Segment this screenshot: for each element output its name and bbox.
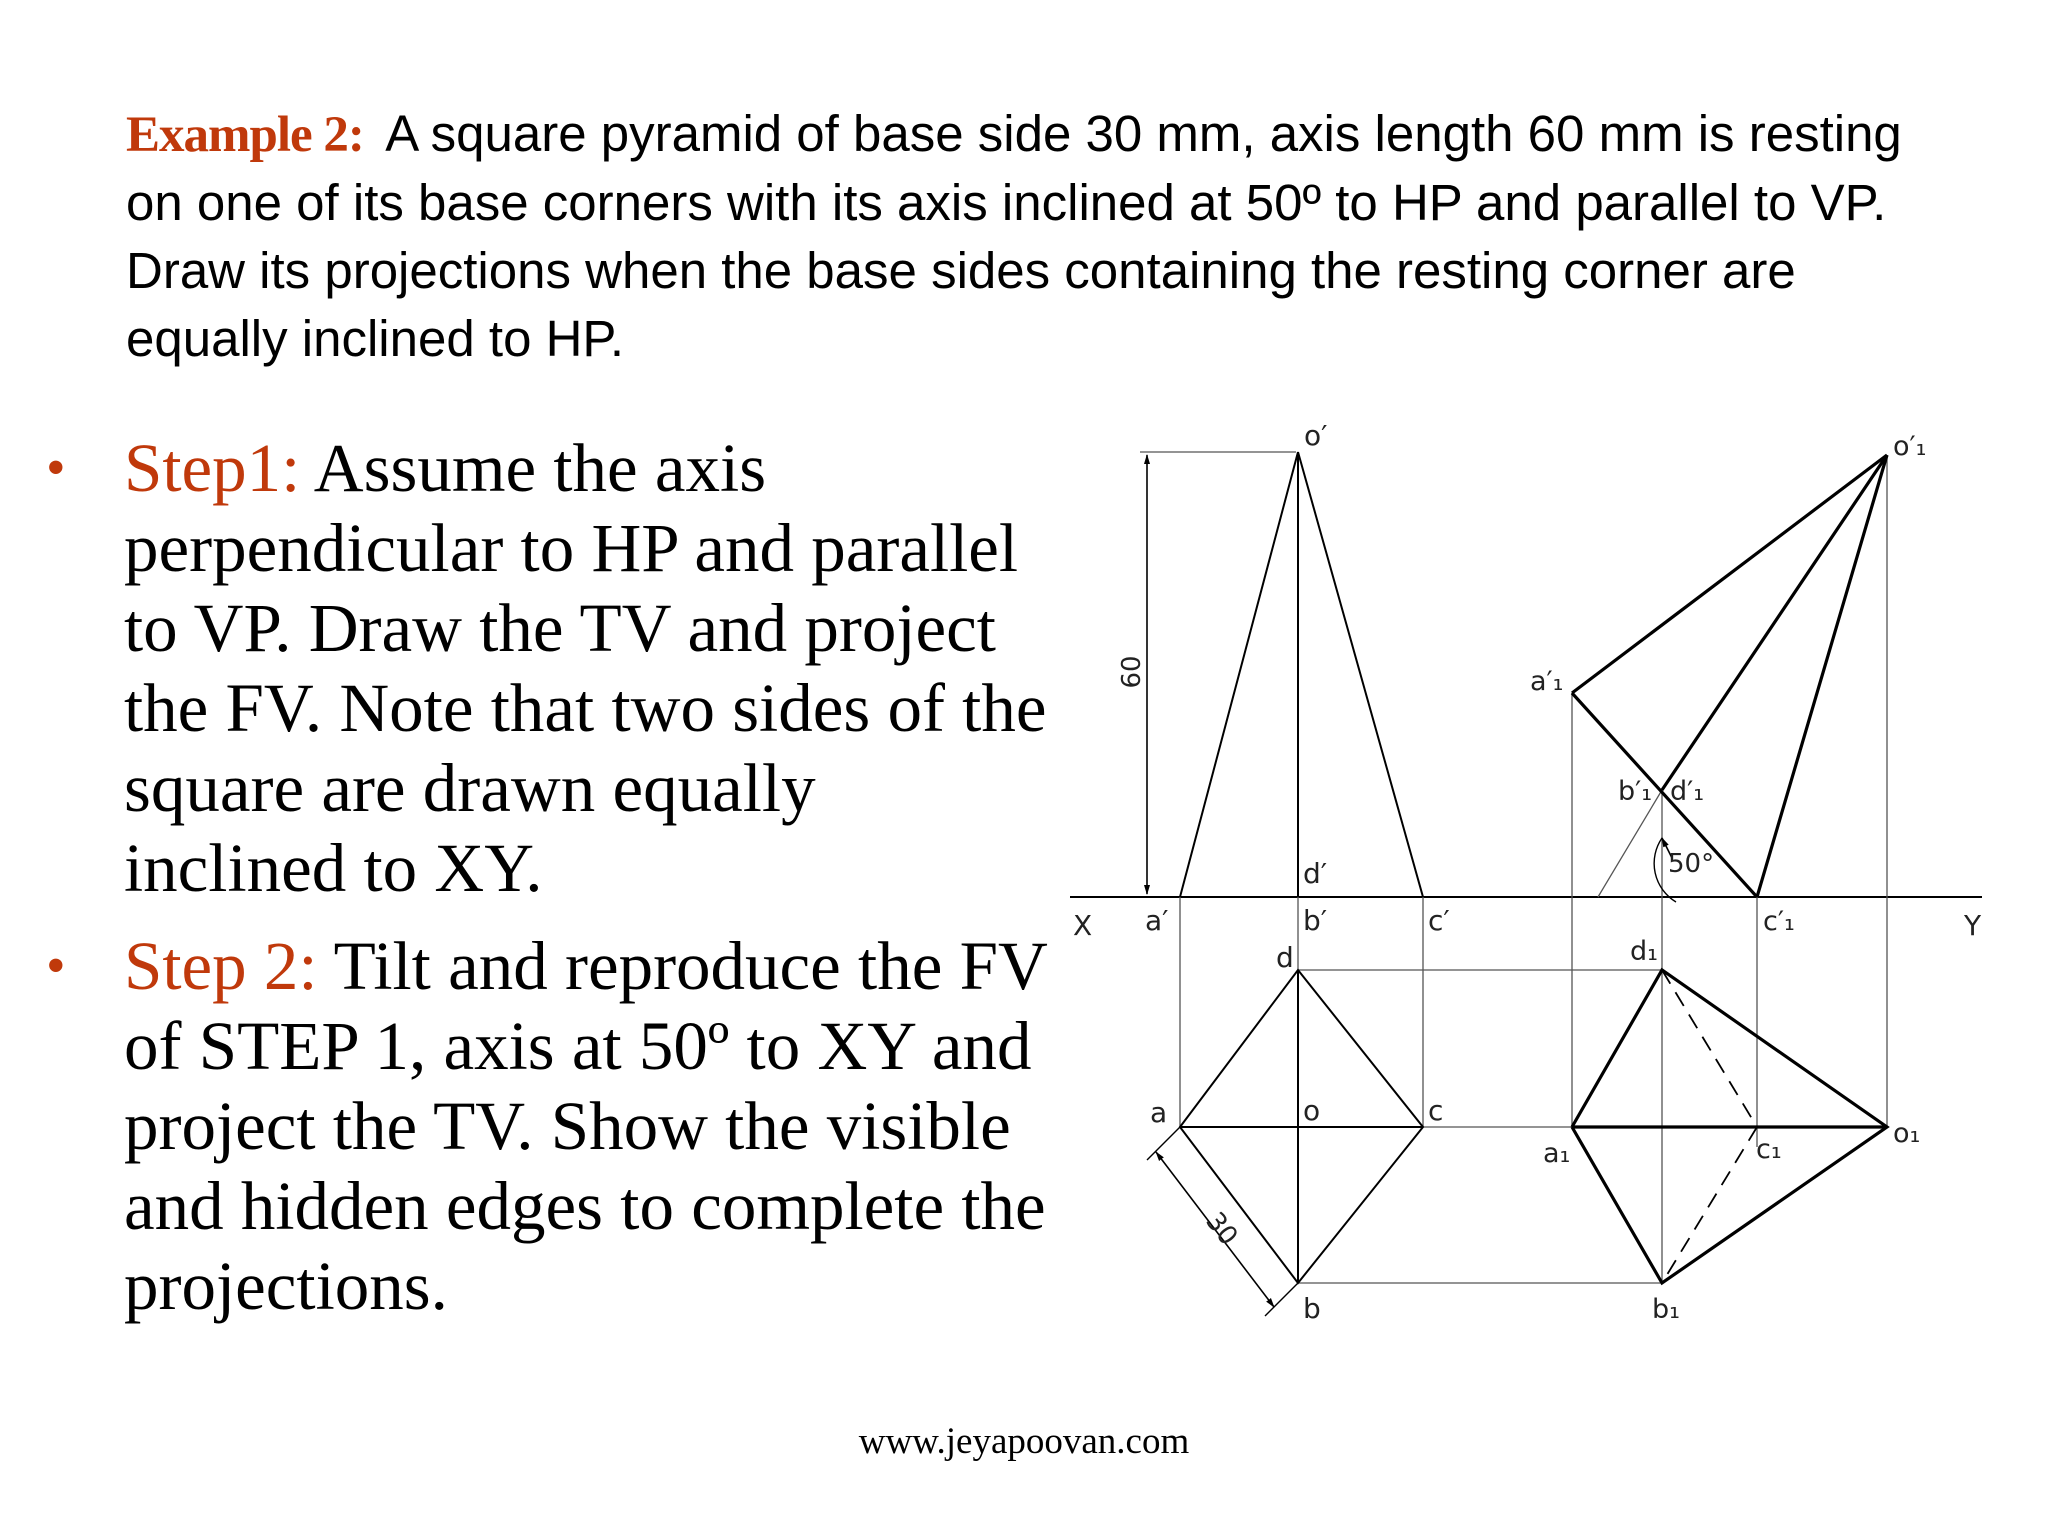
bullet-icon: • [46, 935, 66, 997]
dimension-30-extension-1 [1147, 1127, 1180, 1160]
label-o-prime: o′ [1304, 420, 1328, 452]
label-o: o [1303, 1094, 1321, 1127]
label-a-prime: a′ [1145, 904, 1169, 937]
label-c-prime: c′ [1428, 904, 1450, 937]
step-1-label: Step1: [124, 430, 301, 506]
label-o1-prime: o′₁ [1893, 431, 1927, 462]
label-c1: c₁ [1756, 1134, 1782, 1165]
top-view-step2 [1572, 970, 1887, 1283]
label-d: d [1276, 941, 1294, 974]
front-view-step2 [1572, 455, 1887, 897]
label-a: a [1150, 1096, 1168, 1129]
step-2 [40, 926, 1050, 1326]
label-d1-prime: d′₁ [1670, 776, 1705, 807]
front-view-step1 [1180, 452, 1423, 897]
problem-text: A square pyramid of base side 30 mm, axis length 60 mm is resting on one of its base corners with its axis inclined at 50º to HP and parallel to VP. Draw its projections when the base sides containing the resting corner are equally inclined to HP. [126, 105, 1902, 367]
example-label: Example 2: [126, 107, 364, 163]
bullet-icon: • [46, 437, 66, 499]
step-2-label: Step 2: [124, 928, 318, 1004]
dimension-60-label: 60 [1117, 655, 1147, 689]
label-d-prime: d′ [1303, 857, 1328, 890]
pyramid-projection-diagram [1060, 420, 1990, 1360]
step-2-text: Tilt and reproduce the FV of STEP 1, axis at 50º to XY and project the TV. Show the visible and hidden edges to complete the projections. [124, 928, 1047, 1324]
steps-list [40, 428, 1050, 1326]
problem-statement [126, 100, 1956, 373]
label-c: c [1428, 1094, 1444, 1127]
label-a1-prime: a′₁ [1530, 666, 1564, 697]
label-b-prime: b′ [1303, 904, 1328, 937]
label-o1: o₁ [1893, 1118, 1921, 1149]
dimension-30-extension-2 [1265, 1283, 1298, 1316]
label-c1-prime: c′₁ [1763, 906, 1795, 937]
label-b1: b₁ [1652, 1294, 1680, 1325]
label-a1: a₁ [1543, 1138, 1571, 1169]
label-b: b [1303, 1292, 1321, 1325]
x-label: X [1073, 909, 1093, 942]
footer-url: www.jeyapoovan.com [858, 1421, 1190, 1462]
angle-50-label: 50° [1668, 849, 1715, 879]
label-b1-prime: b′₁ [1618, 776, 1653, 807]
step-1-text: Assume the axis perpendicular to HP and parallel to VP. Draw the TV and project the FV. Note that two sides of the square are drawn equally inclined to XY. [124, 430, 1047, 906]
y-label: Y [1964, 909, 1982, 942]
label-d1: d₁ [1630, 936, 1658, 967]
dimension-30-label: 30 [1199, 1206, 1244, 1252]
step-1 [40, 428, 1050, 908]
